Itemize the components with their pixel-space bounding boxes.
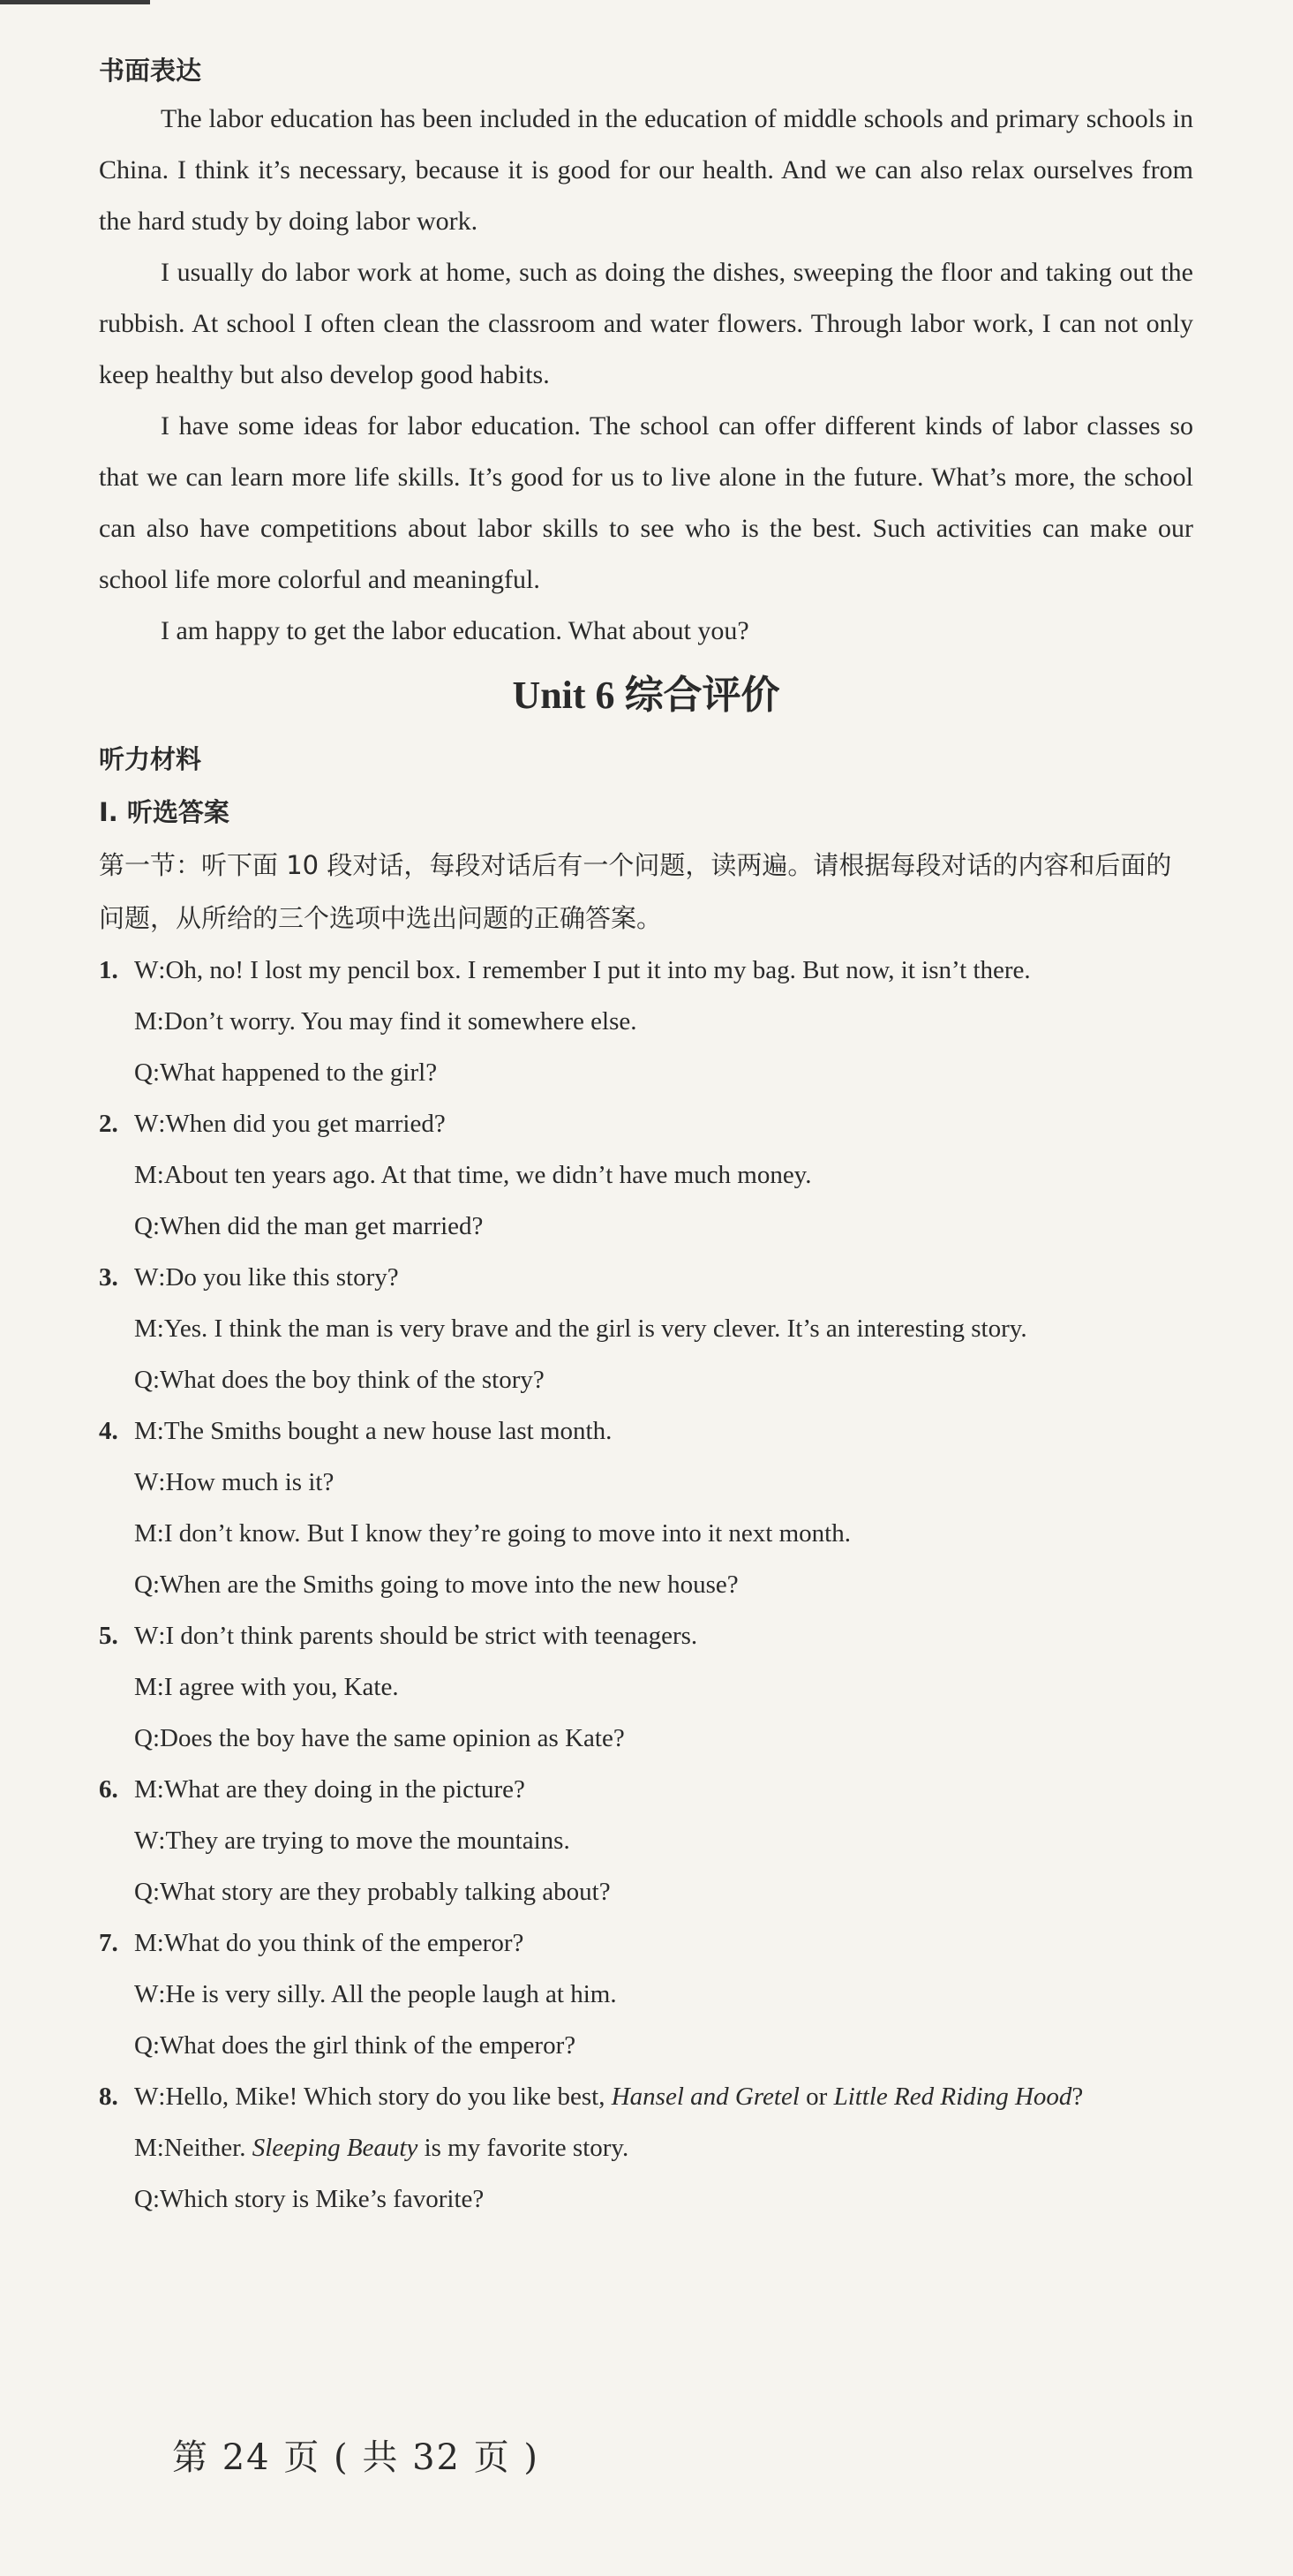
dialogue-line: M:Don’t worry. You may find it somewhere else. [99,996,1193,1047]
item-number: 5. [99,1622,118,1650]
dialogue-item [99,1252,1193,1405]
speaker: M [134,1929,157,1957]
item-number: 6. [99,1775,118,1804]
speaker: Q [134,1212,153,1240]
dialogue-list [99,945,1193,2071]
speaker: M [134,2134,157,2162]
unit-title-en: Unit 6 [512,674,615,717]
dialogue-line: 2. W:When did you get married? [99,1098,1193,1149]
dialogue-text: is my favorite story. [417,2134,629,2162]
speaker: M [134,1775,157,1804]
dialogue-line: 7. M:What do you think of the emperor? [99,1917,1193,1969]
dialogue-text: Do you like this story? [165,1263,399,1292]
speaker: W [134,1263,159,1292]
speaker: W [134,1468,159,1496]
speaker: Q [134,1570,153,1599]
top-rule [0,0,150,4]
speaker: W [134,1827,159,1855]
dialogue-line: W:He is very silly. All the people laugh at him. [99,1969,1193,2020]
dialogue-text: Does the boy have the same opinion as Kate? [160,1724,625,1752]
dialogue-text: Oh, no! I lost my pencil box. I remember I put it into my bag. But now, it isn’t there. [165,956,1031,984]
dialogue-text: When are the Smiths going to move into the new house? [160,1570,739,1599]
item-number: 4. [99,1417,118,1445]
writing-paragraph: I have some ideas for labor education. The school can offer different kinds of labor classes so that we can learn more life skills. It’s good for us to live alone in the future. What’s more, the school can also have competitions about labor skills to see who is the best. Such activities can make our school life more colorful and meaningful. [99,411,1193,594]
dialogue-line: Q:What story are they probably talking about? [99,1866,1193,1917]
speaker: W [134,2083,159,2111]
dialogue-text: I don’t think parents should be strict with teenagers. [165,1622,698,1650]
page-content [99,53,1193,2225]
speaker: Q [134,1058,153,1087]
dialogue-item [99,2071,1193,2225]
item-number: 1. [99,956,118,984]
speaker: W [134,1622,159,1650]
dialogue-line: W:They are trying to move the mountains. [99,1815,1193,1866]
dialogue-line: M:I don’t know. But I know they’re going to move into it next month. [99,1508,1193,1559]
item-number: 7. [99,1929,118,1957]
listening-heading: 听力材料 [99,744,202,774]
dialogue-line: Q:What does the boy think of the story? [99,1354,1193,1405]
speaker: M [134,1314,157,1343]
dialogue-text: I agree with you, Kate. [163,1673,399,1701]
speaker: Q [134,1878,153,1906]
dialogue-text: What does the girl think of the emperor? [160,2031,576,2060]
dialogue-text: When did you get married? [165,1110,446,1138]
dialogue-line: Q:What happened to the girl? [99,1047,1193,1098]
dialogue-text: What story are they probably talking about? [160,1878,611,1906]
writing-paragraph: The labor education has been included in the education of middle schools and primary schools in China. I think it’s necessary, because it is good for our health. And we can also relax ourselves from the hard study by doing labor work. [99,104,1193,236]
dialogue-line: 6. M:What are they doing in the picture? [99,1764,1193,1815]
dialogue-text: Which story is Mike’s favorite? [160,2185,485,2213]
writing-paragraph: I usually do labor work at home, such as doing the dishes, sweeping the floor and taking out the rubbish. At school I often clean the classroom and water flowers. Through labor work, I can not only keep healthy but also develop good habits. [99,258,1193,389]
dialogue-text: They are trying to move the mountains. [165,1827,570,1855]
dialogue-text: The Smiths bought a new house last month. [163,1417,613,1445]
dialogue-text: What do you think of the emperor? [163,1929,524,1957]
item-number: 3. [99,1263,118,1292]
dialogue-line: 5. W:I don’t think parents should be strict with teenagers. [99,1610,1193,1661]
speaker: M [134,1161,157,1189]
dialogue-item [99,1610,1193,1764]
dialogue-text: ? [1071,2083,1084,2111]
page-footer: 第 24 页 ( 共 32 页 ) [172,2437,540,2478]
speaker: M [134,1519,157,1548]
dialogue-line: Q:Which story is Mike’s favorite? [99,2173,1193,2225]
dialogue-item [99,1405,1193,1610]
speaker: Q [134,2031,153,2060]
dialogue-text: Neither. [163,2134,252,2162]
dialogue-text: Hello, Mike! Which story do you like best, [165,2083,612,2111]
dialogue-item [99,945,1193,1098]
dialogue-line: M:Neither. Sleeping Beauty is my favorite story. [99,2122,1193,2173]
speaker: M [134,1417,157,1445]
dialogue-text: How much is it? [165,1468,335,1496]
dialogue-line: M:Yes. I think the man is very brave and the girl is very clever. It’s an interesting story. [99,1303,1193,1354]
dialogue-text: What happened to the girl? [160,1058,438,1087]
speaker: W [134,956,159,984]
speaker: W [134,1110,159,1138]
dialogue-item [99,1764,1193,1917]
dialogue-text: Don’t worry. You may find it somewhere else. [163,1007,637,1036]
dialogue-item [99,1098,1193,1252]
speaker: Q [134,1724,153,1752]
unit-title-cn: 综合评价 [624,673,780,718]
writing-paragraph: I am happy to get the labor education. What about you? [161,616,749,645]
dialogue-text: or [799,2083,834,2111]
dialogue-line: Q:What does the girl think of the emperor? [99,2020,1193,2071]
speaker: W [134,1980,159,2008]
dialogue-line: Q:When are the Smiths going to move into the new house? [99,1559,1193,1610]
dialogue-line: 1. W:Oh, no! I lost my pencil box. I remember I put it into my bag. But now, it isn’t there. [99,945,1193,996]
dialogue-line: Q:Does the boy have the same opinion as Kate? [99,1713,1193,1764]
dialogue-text: I don’t know. But I know they’re going to move into it next month. [163,1519,851,1548]
dialogue-line: 3. W:Do you like this story? [99,1252,1193,1303]
speaker: Q [134,1366,153,1394]
speaker: Q [134,2185,153,2213]
item-number: 2. [99,1110,118,1138]
dialogue-text: What are they doing in the picture? [163,1775,525,1804]
story-title: Hansel and Gretel [611,2083,800,2111]
speaker: M [134,1673,157,1701]
dialogue-text: What does the boy think of the story? [160,1366,545,1394]
dialogue-text: Yes. I think the man is very brave and the girl is very clever. It’s an interesting story. [163,1314,1027,1343]
dialogue-item [99,1917,1193,2071]
dialogue-text: About ten years ago. At that time, we didn’t have much money. [163,1161,812,1189]
unit-title [99,669,1193,722]
dialogue-text: He is very silly. All the people laugh at him. [165,1980,617,2008]
dialogue-line: 8. W:Hello, Mike! Which story do you like best, Hansel and Gretel or Little Red Riding Hood? [99,2071,1193,2122]
dialogue-line: M:I agree with you, Kate. [99,1661,1193,1713]
dialogue-line: 4. M:The Smiths bought a new house last month. [99,1405,1193,1457]
story-title: Sleeping Beauty [252,2134,418,2162]
item-number: 8. [99,2083,118,2111]
section-instruction: 第一节：听下面 10 段对话，每段对话后有一个问题，读两遍。请根据每段对话的内容和后面的问题，从所给的三个选项中选出问题的正确答案。 [99,850,1172,933]
dialogue-line: Q:When did the man get married? [99,1201,1193,1252]
writing-heading: 书面表达 [99,56,202,86]
section-heading: Ⅰ. 听选答案 [99,797,229,827]
dialogue-line: W:How much is it? [99,1457,1193,1508]
dialogue-text: When did the man get married? [160,1212,484,1240]
dialogue-line: M:About ten years ago. At that time, we didn’t have much money. [99,1149,1193,1201]
speaker: M [134,1007,157,1036]
story-title: Little Red Riding Hood [833,2083,1072,2111]
